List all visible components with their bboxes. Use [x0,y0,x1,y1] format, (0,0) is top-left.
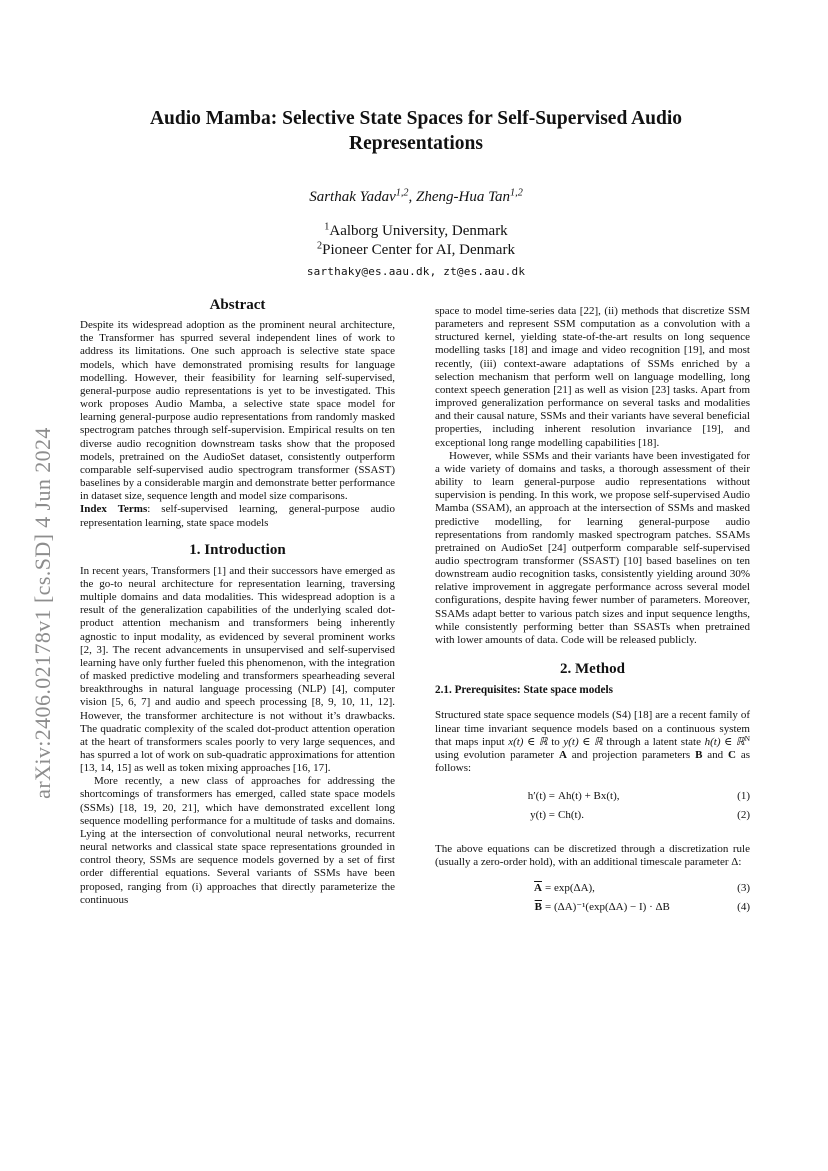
eq3-lhs: $\overline{A}$ [534,882,542,895]
eq4-rhs: = (ΔA)⁻¹(exp(ΔA) − I) · ΔB [545,901,670,914]
symbol-a: A [558,748,567,761]
affiliation-1 [110,223,722,240]
method-p1-text-c: through a latent state [602,735,705,748]
equations-3-4 [435,882,750,920]
abstract-heading: Abstract [209,297,266,313]
arxiv-watermark: arXiv:2406.02178v1 [cs.SD] 4 Jun 2024 [30,427,55,799]
math-x: x(t) ∈ ℝ [508,735,548,748]
index-terms-text: : self-supervised learning, general-purpose audio representation learning, state space models [80,503,395,529]
method-heading: 2. Method [560,661,625,678]
author-2: Zheng-Hua Tan [416,189,511,205]
equation-3 [435,882,750,901]
author-2-affil: 1,2 [510,187,523,199]
intro-paragraph-2: More recently, a new class of approaches for addressing the shortcomings of transformers has emerged, called state space models (SSMs) [18, 19, 20, 21], which have demonstrated excellent long sequence modelling performance for a multitude of tasks and domains. Lying at the intersection of convolutional neural networks, recurrent neural networks and classical state space representations grounded in control theory, SSMs are sequence models governed by a set of first order differential equations. Several variants of SSMs have been proposed, ranging from (i) approaches that directly parameterize the continuous [80,775,395,906]
eq3-rhs: = exp(ΔA), [545,882,595,895]
eq4-lhs: $\overline{B}$ [534,901,542,914]
eq1-lhs: h′(t) = [527,790,555,803]
equation-4 [435,901,750,920]
affiliation-2-mark: 2 [317,240,323,252]
method-p1-text-b: to [547,735,564,748]
math-y: y(t) ∈ ℝ [563,735,603,748]
index-terms [80,503,395,529]
equation-2 [435,809,750,828]
eq1-rhs: Ah(t) + Bx(t), [558,790,620,803]
eq2-rhs: Ch(t). [558,809,584,822]
index-terms-label: Index Terms [80,503,148,516]
subsection-heading: 2.1. Prerequisites: State space models [435,684,613,697]
affiliation-2-text: Pioneer Center for AI, Denmark [322,242,515,258]
intro-paragraph-4: However, while SSMs and their variants have been investigated for a wide variety of domains and tasks, a thorough assessment of their ability to learn general-purpose audio representations without supervision is pending. In this work, we propose self-supervised Audio Mamba (SSAM), an approach at the intersection of SSMs and masked predictive modelling, for learning general-purpose audio representations from randomly masked spectrogram patches. SSAMs pretrained on AudioSet [24] outperform comparable self-supervised audio spectrogram transformer (SSAST) [10] based baselines on ten downstream audio recognition tasks, consistently yielding around 30% relative improvement in aggregate performance across several model configurations, despite having fewer number of parameters. Moreover, SSAMs adapt better to various patch sizes and input sequence lengths, while consistently performing better than SSASTs when pretrained with lower amounts of data. Code will be released publicly. [435,449,750,646]
author-emails: sarthaky@es.aau.dk, zt@es.aau.dk [306,265,526,278]
method-p1-text-g: as follows: [435,748,750,774]
symbol-c: C [728,748,736,761]
intro-heading: 1. Introduction [189,541,286,558]
method-p1-text-f: and [702,748,729,761]
author-1-affil: 1,2 [395,187,409,199]
title-line-1: Audio Mamba: Selective State Spaces for Self-Supervised Audio [149,108,683,129]
author-1: Sarthak Yadav [309,189,396,205]
eq4-number: (4) [737,901,750,914]
intro-paragraph-1: In recent years, Transformers [1] and their successors have emerged as the go-to neural architecture for representation learning, traversing multiple domains and data modalities. This widespread adoption is a result of the generalization capabilities of the underlying scaled dot-product attention mechanism and transformers being inherently agnostic to input modality, as evidenced by several prominent works [2, 3]. The recent advancements in unsupervised and self-supervised learning have only further fueled this phenomenon, with the integration of masked predictive modeling and transformers spearheading several breakthroughs in natural language processing (NLP) [4], computer vision [5, 6, 7] and audio and speech processing [8, 9, 10, 11, 12]. However, the transformer architecture is not without it’s drawbacks. The quadratic complexity of the scaled dot-product attention operation at the heart of transformers scales poorly to very large sequences, and has spurred a lot of work on sub-quadratic approximations for attention [13, 14, 15] as well as token mixing approaches [16, 17]. [80,564,395,775]
left-column [80,299,395,907]
symbol-b: B [695,748,703,761]
method-p1-text-e: and projection parameters [566,748,696,761]
affiliation-1-mark: 1 [324,221,330,233]
affiliation-1-text: Aalborg University, Denmark [329,223,508,239]
math-h: h(t) ∈ ℝ [704,735,745,748]
equation-1 [435,790,750,809]
intro-paragraph-3: space to model time-series data [22], (ii) methods that discretize SSM parameters and represent SSM computation as a convolution with a structured kernel, yielding state-of-the-art results on long sequence modelling tasks [18] and image and video recognition [19], and most recently, (iii) context-aware adaptations of SSMs enriched by a selection mechanism that perform well on language modelling, long context speech generation [21] as well as vision [23] tasks. Apart from improved generalization performance on several tasks and modalities and their causal nature, SSMs and their variants have several beneficial properties, including inherent resolution invariance [19], and exceptional long range modelling capabilities [18]. [435,305,750,449]
method-paragraph-1 [435,709,750,775]
authors: Sarthak Yadav$^{1,2}$, Zheng-Hua Tan$^{1,2}$ [309,187,523,205]
eq1-number: (1) [737,790,750,803]
title-line-2: Representations [349,133,483,154]
abstract-text: Despite its widespread adoption as the prominent neural architecture, the Transformer has spurred several independent lines of work to address its limitations. One such approach is selective state space models, which have demonstrated promising results for language modelling. However, their feasibility for learning self-supervised, general-purpose audio representations is yet to be investigated. This work proposes Audio Mamba, a selective state space model for learning general-purpose audio representations from randomly masked spectrogram patches through self-supervision. Empirical results on ten diverse audio recognition downstream tasks show that the proposed models, pretrained on the AudioSet dataset, consistently outperform comparable self-supervised audio spectrogram transformer (SSAST) baselines by a considerable margin and demonstrate better performance in dataset size, sequence length and model size comparisons. [80,319,396,503]
method-p1-text-d: using evolution parameter [435,748,559,761]
paper-title [110,106,722,156]
equations-1-2 [435,790,750,828]
method-paragraph-2: The above equations can be discretized through a discretization rule (usually a zero-order hold), with an additional timescale parameter Δ: [435,843,750,869]
math-n: N [744,733,750,743]
eq2-lhs: y(t) = [530,809,555,822]
method-p1-text-a: Structured state space sequence models (S4) [18] are a recent family of linear time invariant sequence models based on a continuous system that maps input [435,709,750,748]
eq3-number: (3) [737,882,750,895]
affiliation-2 [110,242,722,259]
eq2-number: (2) [737,809,750,822]
right-column [435,305,750,920]
